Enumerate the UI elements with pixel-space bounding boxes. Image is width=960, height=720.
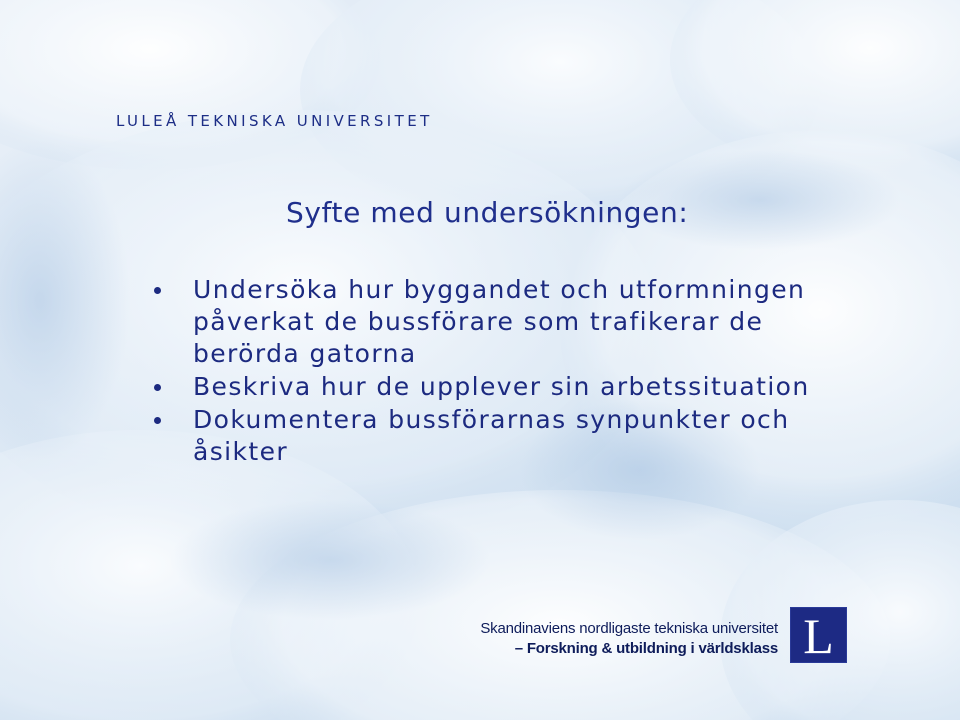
bullet-text: Dokumentera bussförarnas synpunkter och åsikter [193,405,790,466]
slide-title: Syfte med undersökningen: [286,196,689,229]
university-brand: LULEÅ TEKNISKA UNIVERSITET [116,112,433,130]
university-logo [790,607,847,663]
bullet-item [152,404,872,468]
bullet-icon [154,287,161,294]
tagline-line2: – Forskning & utbildning i världsklass [514,640,778,657]
bullet-item [152,274,872,370]
bullet-item [152,371,872,403]
bullet-list [152,274,872,469]
tagline-line1: Skandinaviens nordligaste tekniska universitet [480,620,778,637]
bullet-text: Undersöka hur byggandet och utformningen påverkat de bussförare som trafikerar de berörda gatorna [193,275,806,368]
bullet-icon [154,384,161,391]
bullet-icon [154,417,161,424]
logo-letter: L [803,608,834,664]
tagline [478,619,778,659]
bullet-text: Beskriva hur de upplever sin arbetssituation [193,372,810,401]
